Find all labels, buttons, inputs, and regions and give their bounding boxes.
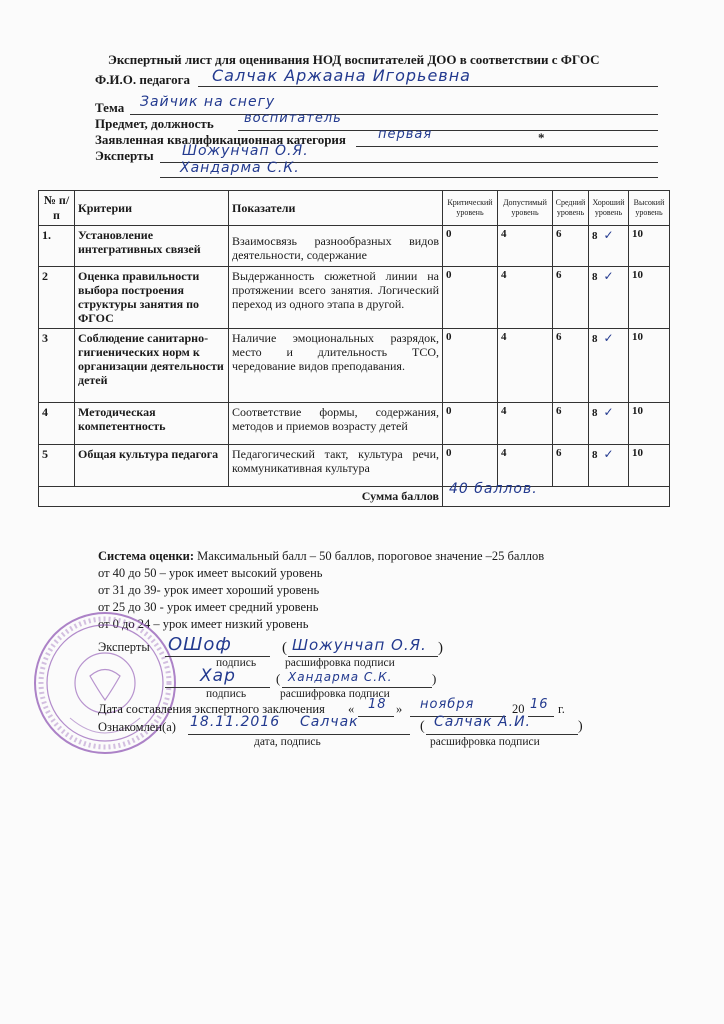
- day-line: [358, 716, 394, 717]
- caption-sign-1: подпись: [216, 657, 257, 669]
- row-score-average: 6: [553, 445, 589, 487]
- rating-heading-rest: Максимальный балл – 50 баллов, пороговое значение –25 баллов: [194, 549, 545, 563]
- row-score-good: [589, 267, 629, 329]
- sum-row: [39, 487, 670, 507]
- table-row: [39, 445, 670, 487]
- ack-label: Ознакомлен(а): [98, 720, 176, 734]
- ack-date: 18.11.2016: [190, 714, 281, 730]
- caption-sign-2: подпись: [206, 688, 247, 700]
- sum-label: Сумма баллов: [39, 487, 443, 507]
- rating-line: от 40 до 50 – урок имеет высокий уровень: [98, 566, 323, 580]
- date-quote-open: «: [348, 702, 355, 716]
- col-header-level-high: Высокий уровень: [629, 191, 670, 226]
- rating-line: от 25 до 30 - урок имеет средний уровень: [98, 600, 319, 614]
- row-criterion: Соблюдение санитарно-гигиенических норм к организации деятельности детей: [75, 329, 229, 403]
- row-num: 4: [39, 403, 75, 445]
- teacher-underline: [198, 86, 658, 87]
- row-score-good: [589, 329, 629, 403]
- row-num: 2: [39, 267, 75, 329]
- row-score-acceptable: 4: [498, 267, 553, 329]
- row-score-high: 10: [629, 329, 670, 403]
- date-year-prefix: 20: [512, 702, 525, 716]
- row-score-average: 6: [553, 226, 589, 267]
- caption-date-sign: дата, подпись: [254, 736, 321, 748]
- row-criterion: Методическая компетентность: [75, 403, 229, 445]
- rating-line: от 31 до 39- урок имеет хороший уровень: [98, 583, 320, 597]
- row-score-good: [589, 226, 629, 267]
- row-num: 5: [39, 445, 75, 487]
- row-score-critical: 0: [443, 403, 498, 445]
- caption-decode-2: расшифровка подписи: [280, 688, 390, 700]
- topic-handwritten: Зайчик на снегу: [140, 94, 276, 110]
- paren-close: ): [432, 671, 437, 686]
- table-row: [39, 267, 670, 329]
- date-year-end: г.: [558, 702, 565, 716]
- date-quote-close: »: [396, 702, 403, 716]
- row-score-critical: 0: [443, 226, 498, 267]
- row-score-critical: 0: [443, 267, 498, 329]
- row-indicator: Педагогический такт, культура речи, коммуникативная культура: [229, 445, 443, 487]
- paren-open: (: [282, 640, 287, 656]
- position-handwritten: воспитатель: [244, 111, 342, 126]
- row-indicator: Соответствие формы, содержания, методов и приемов возрасту детей: [229, 403, 443, 445]
- paren-close: ): [438, 640, 443, 656]
- row-score-acceptable: 4: [498, 226, 553, 267]
- expert2-handwritten: Хандарма С.К.: [180, 160, 300, 176]
- sum-value-handwritten: 40 баллов.: [449, 481, 538, 497]
- check-mark-icon: ✓: [603, 405, 614, 419]
- experts-label: Эксперты: [95, 148, 154, 163]
- score-value: 8: [592, 449, 598, 461]
- row-indicator: Выдержанность сюжетной линии на протяжении всего занятия. Логический переход из одного этапа в другой.: [229, 267, 443, 329]
- row-score-average: 6: [553, 403, 589, 445]
- paren-close: ): [578, 719, 583, 734]
- col-header-criteria: Критерии: [75, 191, 229, 226]
- col-header-level-average: Средний уровень: [553, 191, 589, 226]
- sum-value-cell: [443, 481, 670, 507]
- paren-open: (: [276, 671, 281, 686]
- row-num: 1.: [39, 226, 75, 267]
- row-criterion: Общая культура педагога: [75, 445, 229, 487]
- table-row: [39, 403, 670, 445]
- expert1-decode: Шожунчап О.Я.: [292, 636, 427, 654]
- ack-signature: Салчак: [300, 714, 359, 730]
- col-header-level-good: Хороший уровень: [589, 191, 629, 226]
- position-label: Предмет, должность: [95, 116, 214, 131]
- ack-line: [188, 734, 410, 735]
- category-asterisk: *: [538, 130, 545, 145]
- row-score-good: [589, 403, 629, 445]
- criteria-table: [38, 190, 670, 507]
- table-row: [39, 329, 670, 403]
- check-mark-icon: ✓: [603, 228, 614, 242]
- date-month: ноября: [420, 697, 475, 712]
- check-mark-icon: ✓: [603, 269, 614, 283]
- caption-decode-3: расшифровка подписи: [430, 736, 540, 748]
- year-line: [528, 716, 554, 717]
- col-header-num: № п/п: [39, 191, 75, 226]
- teacher-label: Ф.И.О. педагога: [95, 72, 191, 87]
- score-value: 8: [592, 230, 598, 242]
- score-value: 8: [592, 407, 598, 419]
- expert1-signature: ОШоф: [168, 634, 232, 655]
- score-value: 8: [592, 271, 598, 283]
- row-num: 3: [39, 329, 75, 403]
- row-score-high: 10: [629, 445, 670, 487]
- paren-open: (: [420, 719, 425, 734]
- topic-underline: [130, 114, 658, 115]
- row-score-acceptable: 4: [498, 329, 553, 403]
- expert1-handwritten: Шожунчап О.Я.: [182, 143, 309, 159]
- teacher-name-handwritten: Салчак Аржаана Игорьевна: [212, 66, 471, 85]
- date-label: Дата составления экспертного заключения: [98, 702, 325, 716]
- topic-label: Тема: [95, 100, 125, 115]
- table-header-row: [39, 191, 670, 226]
- row-criterion: Оценка правильности выбора построения структуры занятия по ФГОС: [75, 267, 229, 329]
- position-underline: [238, 130, 658, 131]
- check-mark-icon: ✓: [603, 331, 614, 345]
- row-score-high: 10: [629, 403, 670, 445]
- ack-decode: Салчак А.И.: [434, 714, 532, 730]
- date-year: 16: [530, 697, 549, 712]
- ack-decode-line: [426, 734, 578, 735]
- expert2-decode: Хандарма С.К.: [288, 670, 393, 684]
- row-score-high: 10: [629, 226, 670, 267]
- row-score-good: [589, 445, 629, 487]
- row-score-high: 10: [629, 267, 670, 329]
- experts-underline-2: [160, 177, 658, 178]
- row-criterion: Установление интегративных связей: [75, 226, 229, 267]
- table-row: [39, 226, 670, 267]
- category-label: Заявленная квалификационная категория: [95, 132, 346, 147]
- col-header-level-acceptable: Допустимый уровень: [498, 191, 553, 226]
- round-seal-stamp: [30, 608, 180, 758]
- row-score-acceptable: 4: [498, 445, 553, 487]
- category-handwritten: первая: [378, 127, 433, 142]
- caption-decode-1: расшифровка подписи: [285, 657, 395, 669]
- signature-experts-label: Эксперты: [98, 640, 150, 654]
- expert2-signature: Хар: [200, 666, 236, 686]
- col-header-level-critical: Критический уровень: [443, 191, 498, 226]
- row-indicator: Наличие эмоциональных разрядок, место и длительность ТСО, чередование видов преподавания.: [229, 329, 443, 403]
- rating-heading-line: [98, 548, 544, 565]
- col-header-indicators: Показатели: [229, 191, 443, 226]
- rating-line: от 0 до 24 – урок имеет низкий уровень: [98, 617, 309, 631]
- row-score-critical: 0: [443, 329, 498, 403]
- row-indicator: Взаимосвязь разнообразных видов деятельности, содержание: [229, 226, 443, 267]
- category-underline: [356, 146, 658, 147]
- date-day: 18: [368, 697, 387, 712]
- check-mark-icon: ✓: [603, 447, 614, 461]
- document-title: Экспертный лист для оценивания НОД воспитателей ДОО в соответствии с ФГОС: [108, 52, 600, 67]
- row-score-acceptable: 4: [498, 403, 553, 445]
- row-score-critical: 0: [443, 445, 498, 487]
- row-score-average: 6: [553, 267, 589, 329]
- score-value: 8: [592, 333, 598, 345]
- rating-heading: Система оценки:: [98, 549, 195, 563]
- row-score-average: 6: [553, 329, 589, 403]
